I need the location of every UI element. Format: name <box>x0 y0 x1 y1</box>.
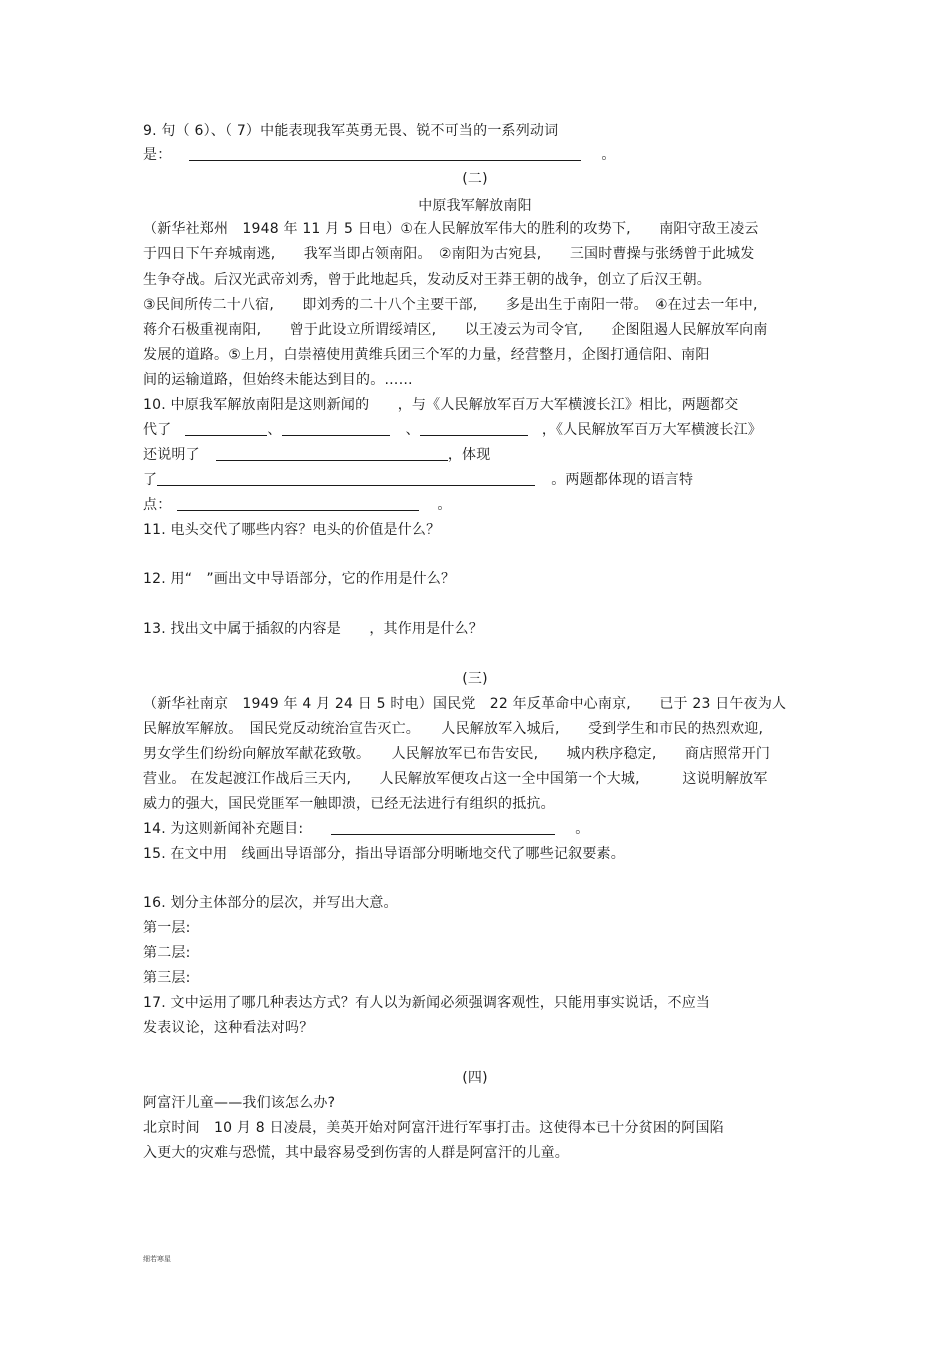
q10-line1: 10. 中原我军解放南阳是这则新闻的 ，与《人民解放军百万大军横渡长江》相比，两题都交 <box>143 397 739 413</box>
q16-title: 16. 划分主体部分的层次，并写出大意。 <box>143 895 398 911</box>
section-2-number: (二) <box>462 171 488 187</box>
q10-blank-1[interactable] <box>185 421 267 436</box>
q10-text: 、 <box>267 422 282 438</box>
q17-line1: 17. 文中运用了哪几种表达方式？有人以为新闻必须强调客观性，只能用事实说话，不应当 <box>143 995 711 1011</box>
q14-text: 。 <box>575 821 590 837</box>
sec2-para-line: 蒋介石极重视南阳, 曾于此设立所谓绥靖区, 以王凌云为司令官, 企图阻遏人民解放军向南 <box>143 322 768 338</box>
sec3-para-line: 男女学生们纷纷向解放军献花致敬。 人民解放军已布告安民, 城内秩序稳定, 商店照常开门 <box>143 746 771 762</box>
q10-blank-4[interactable] <box>216 446 448 461</box>
q9-prefix: 是： <box>143 147 172 163</box>
sec3-para-line: 民解放军解放。 国民党反动统治宣告灭亡。 人民解放军入城后, 受到学生和市民的热烈欢迎, <box>143 721 764 737</box>
sec3-para-line: 营业。 在发起渡江作战后三天内, 人民解放军便攻占这一全中国第一个大城, 这说明解放军 <box>143 771 768 787</box>
sec2-para-line: 生争夺战。后汉光武帝刘秀，曾于此地起兵，发动反对王莽王朝的战争，创立了后汉王朝。 <box>143 272 711 288</box>
sec2-para-line: 发展的道路。⑤上月，白崇禧使用黄维兵团三个军的力量，经营整月，企图打通信阳、南阳 <box>143 347 710 363</box>
sec3-para-line: （新华社南京 1949 年 4 月 24 日 5 时电）国民党 22 年反革命中心南京, 已于 23 日午夜为人 <box>143 696 787 712</box>
sec2-para-line: ③民间所传二十八宿, 即刘秀的二十八个主要干部, 多是出生于南阳一带。 ④在过去一年中, <box>143 297 758 313</box>
q9-line2 <box>143 146 616 164</box>
q10-line2 <box>143 421 762 439</box>
q9-line1: 9. 句（ 6）、（ 7）中能表现我军英勇无畏、锐不可当的一系列动词 <box>143 123 559 139</box>
q10-line3 <box>143 446 490 464</box>
sec2-para-line: 间的运输道路，但始终未能达到目的。…… <box>143 372 413 388</box>
page-footer: 细若寒星 <box>143 1255 171 1263</box>
q10-blank-5[interactable] <box>157 471 535 486</box>
q14-answer-blank[interactable] <box>331 820 555 835</box>
q10-text: 还说明了 <box>143 447 200 463</box>
q10-text: ，体现 <box>447 447 491 463</box>
section-4-number: (四) <box>462 1070 488 1086</box>
section-2-title: 中原我军解放南阳 <box>418 198 532 214</box>
sec4-para-line: 入更大的灾难与恐慌，其中最容易受到伤害的人群是阿富汗的儿童。 <box>143 1145 569 1161</box>
q10-line4 <box>143 471 693 489</box>
q14-text: 14. 为这则新闻补充题目: <box>143 821 304 837</box>
q10-text: 了 <box>143 472 158 488</box>
q10-text: 。 <box>437 497 452 513</box>
q16-layer-3: 第三层: <box>143 970 191 986</box>
q10-blank-3[interactable] <box>420 421 528 436</box>
q11: 11. 电头交代了哪些内容？电头的价值是什么？ <box>143 522 441 538</box>
q10-text: ，《人民解放军百万大军横渡长江》 <box>541 422 763 438</box>
sec2-para-line: （新华社郑州 1948 年 11 月 5 日电）①在人民解放军伟大的胜利的攻势下, 南阳守敌王凌云 <box>143 221 759 237</box>
q17-line2: 发表议论，这种看法对吗？ <box>143 1020 314 1036</box>
q12: 12. 用“ ”画出文中导语部分，它的作用是什么？ <box>143 571 456 587</box>
section-4-title: 阿富汗儿童——我们该怎么办? <box>143 1095 336 1111</box>
q9-answer-blank[interactable] <box>189 146 581 161</box>
sec2-para-line: 于四日下午弃城南逃, 我军当即占领南阳。 ②南阳为古宛县, 三国时曹操与张绣曾于此城发 <box>143 246 755 262</box>
q9-suffix: 。 <box>601 147 616 163</box>
q10-text: 、 <box>405 422 420 438</box>
sec4-para-line: 北京时间 10 月 8 日凌晨，美英开始对阿富汗进行军事打击。这使得本已十分贫困的阿国陷 <box>143 1120 724 1136</box>
q10-blank-2[interactable] <box>282 421 390 436</box>
q16-layer-2: 第二层: <box>143 945 191 961</box>
q15: 15. 在文中用 线画出导语部分，指出导语部分明晰地交代了哪些记叙要素。 <box>143 846 625 862</box>
q10-blank-6[interactable] <box>177 496 419 511</box>
q10-text: 点： <box>143 497 172 513</box>
q13: 13. 找出文中属于插叙的内容是 ，其作用是什么？ <box>143 621 483 637</box>
q14 <box>143 820 589 838</box>
section-3-number: (三) <box>462 671 488 687</box>
q10-text: 代了 <box>143 422 172 438</box>
q16-layer-1: 第一层: <box>143 920 191 936</box>
q10-line5 <box>143 496 452 514</box>
sec3-para-line: 威力的强大，国民党匪军一触即溃，已经无法进行有组织的抵抗。 <box>143 796 555 812</box>
q10-text: 。两题都体现的语言特 <box>551 472 694 488</box>
